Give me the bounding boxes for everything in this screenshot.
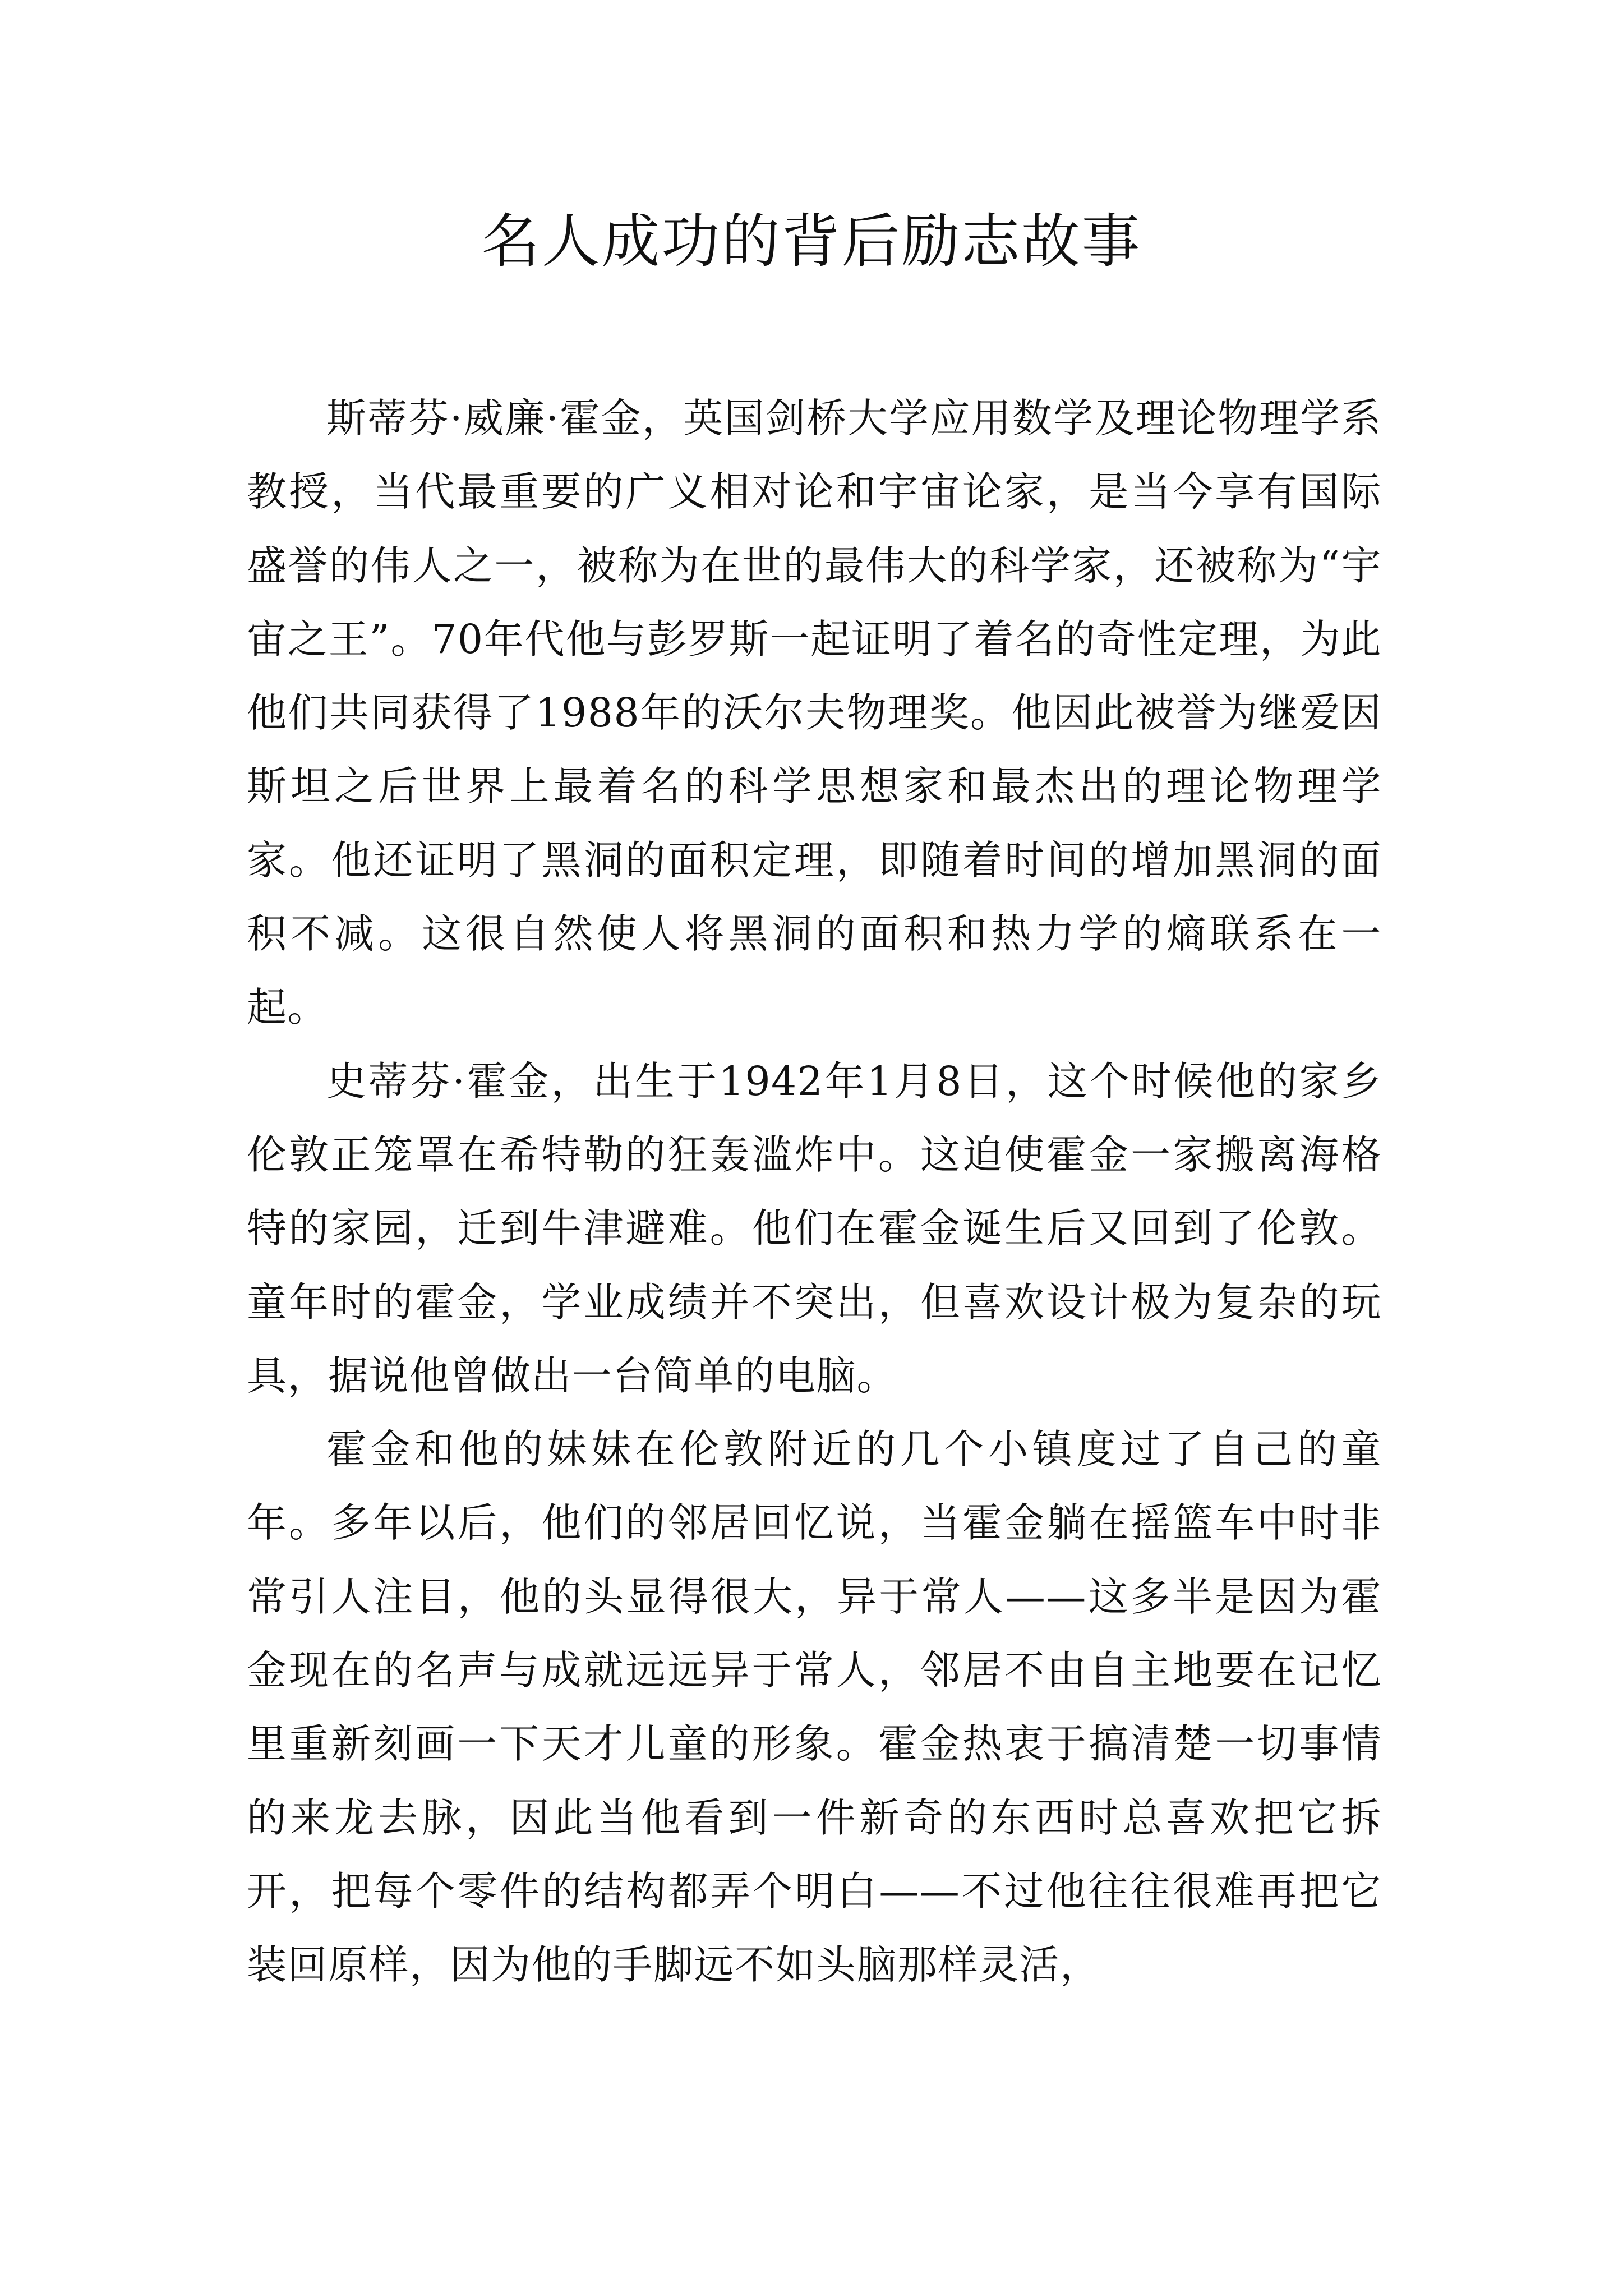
- paragraph-2: 史蒂芬·霍金，出生于1942年1月8日，这个时候他的家乡伦敦正笼罩在希特勒的狂轰滥炸中。这迫使霍金一家搬离海格特的家园，迁到牛津避难。他们在霍金诞生后又回到了伦敦。童年时的霍金，学业成绩并不突出，但喜欢设计极为复杂的玩具，据说他曾做出一台简单的电脑。: [247, 1057, 1382, 1399]
- paragraph-3: 霍金和他的妹妹在伦敦附近的几个小镇度过了自己的童年。多年以后，他们的邻居回忆说，当霍金躺在摇篮车中时非常引人注目，他的头显得很大，异于常人——这多半是因为霍金现在的名声与成就远远异于常人，邻居不由自主地要在记忆里重新刻画一下天才儿童的形象。霍金热衷于搞清楚一切事情的来龙去脉，因此当他看到一件新奇的东西时总喜欢把它拆开，把每个零件的结构都弄个明白——不过他往往很难再把它装回原样，因为他的手脚远不如头脑那样灵活，: [247, 1426, 1382, 1989]
- paragraph-1: 斯蒂芬·威廉·霍金，英国剑桥大学应用数学及理论物理学系教授，当代最重要的广义相对论和宇宙论家，是当今享有国际盛誉的伟人之一，被称为在世的最伟大的科学家，还被称为“宇宙之王”。70年代他与彭罗斯一起证明了着名的奇性定理，为此他们共同获得了1988年的沃尔夫物理奖。他因此被誉为继爱因斯坦之后世界上最着名的科学思想家和最杰出的理论物理学家。他还证明了黑洞的面积定理，即随着时间的增加黑洞的面积不减。这很自然使人将黑洞的面积和热力学的熵联系在一起。: [247, 395, 1382, 1031]
- document-body: [247, 381, 1382, 2002]
- document-title: 名人成功的背后励志故事: [481, 207, 1142, 275]
